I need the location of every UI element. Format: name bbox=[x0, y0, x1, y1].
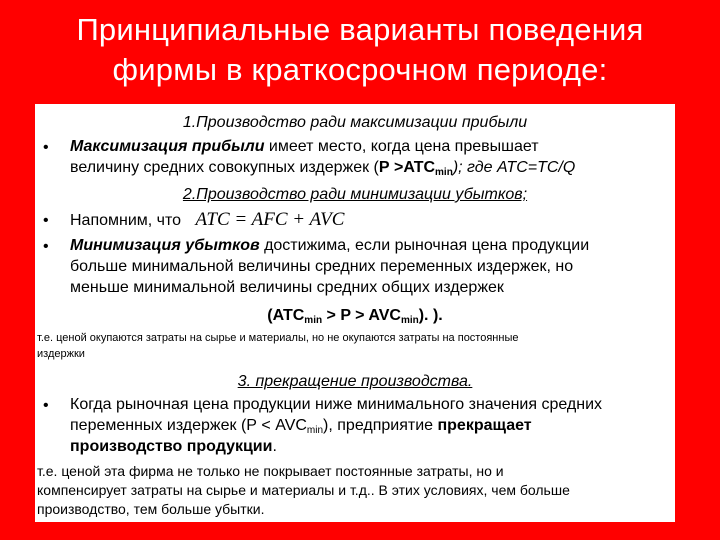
section-1-term: Максимизация прибыли bbox=[70, 138, 265, 155]
section-2-heading bbox=[35, 184, 675, 205]
section-1-condition bbox=[379, 159, 453, 176]
section-2-note-b: издержки bbox=[37, 348, 85, 360]
section-2-text-a: достижима, если рыночная цена продукции bbox=[259, 237, 590, 254]
atc-formula: ATC = AFC + AVC bbox=[195, 209, 345, 230]
section-1-text-b: величину средних совокупных издержек ( bbox=[70, 159, 379, 176]
section-3-text-c: ), предприятие bbox=[323, 417, 438, 434]
section-2-text-b: больше минимальной величины средних переменных издержек, но bbox=[70, 258, 574, 275]
bullet-icon: • bbox=[43, 212, 49, 229]
section-3-note-c: производство, тем больше убытки. bbox=[37, 501, 265, 517]
section-1-heading bbox=[35, 112, 675, 133]
content-panel bbox=[35, 104, 675, 522]
slide-title-line-2: фирмы в краткосрочном периоде: bbox=[112, 52, 608, 87]
bullet-icon: • bbox=[43, 238, 49, 255]
section-2-paragraph bbox=[70, 235, 670, 298]
slide-title bbox=[0, 10, 720, 90]
section-1-where: где ATC=TC/Q bbox=[462, 159, 576, 176]
section-3-text-b: переменных издержек (Р < AVC bbox=[70, 417, 307, 434]
section-3-heading-text: 3. прекращение производства. bbox=[237, 373, 473, 390]
section-1-cond-sub: min bbox=[435, 167, 453, 178]
section-3-text-a: Когда рыночная цена продукции ниже минимального значения средних bbox=[70, 396, 603, 413]
section-2-term: Минимизация убытков bbox=[70, 237, 260, 254]
section-3-bold-b: производство продукции bbox=[70, 438, 273, 455]
section-3-note-b: компенсирует затраты на сырье и материалы и т.д.. В этих условиях, чем больше bbox=[37, 482, 570, 498]
section-3-note-a: т.е. ценой эта фирма не только не покрывает постоянные затраты, но и bbox=[37, 463, 504, 479]
section-2-recall-text: Напомним, что bbox=[70, 212, 182, 229]
section-1-cond-end: ); bbox=[452, 159, 463, 176]
section-2-heading-text: 2.Производство ради минимизации убытков; bbox=[182, 186, 528, 203]
ineq-a: (ATC bbox=[267, 307, 305, 324]
slide-title-line-1: Принципиальные варианты поведения bbox=[76, 12, 644, 47]
section-3-heading bbox=[35, 371, 675, 392]
section-1-paragraph bbox=[70, 136, 670, 178]
section-1-cond-a: Р >ATC bbox=[378, 159, 436, 176]
section-2-recall bbox=[70, 209, 670, 231]
bullet-icon: • bbox=[43, 397, 49, 414]
section-1-text-a: имеет место, когда цена превышает bbox=[264, 138, 539, 155]
section-3-end: . bbox=[272, 438, 277, 455]
ineq-b: > P > AVC bbox=[322, 307, 401, 324]
section-3-bold-a: прекращает bbox=[437, 417, 532, 434]
ineq-sub-1: min bbox=[304, 315, 323, 326]
ineq-c: ). ). bbox=[418, 307, 443, 324]
section-2-inequality bbox=[35, 305, 675, 326]
section-2-note bbox=[37, 330, 673, 362]
section-2-note-a: т.е. ценой окупаются затраты на сырье и материалы, но не окупаются затраты на постоянные bbox=[37, 332, 519, 344]
section-3-sub: min bbox=[306, 425, 324, 436]
section-1-heading-text: 1.Производство ради максимизации прибыли bbox=[182, 114, 528, 131]
section-2-text-c: меньше минимальной величины средних общих издержек bbox=[70, 279, 504, 296]
section-3-paragraph bbox=[70, 394, 670, 457]
ineq-sub-2: min bbox=[400, 315, 419, 326]
section-3-note bbox=[37, 462, 673, 519]
bullet-icon: • bbox=[43, 139, 49, 156]
